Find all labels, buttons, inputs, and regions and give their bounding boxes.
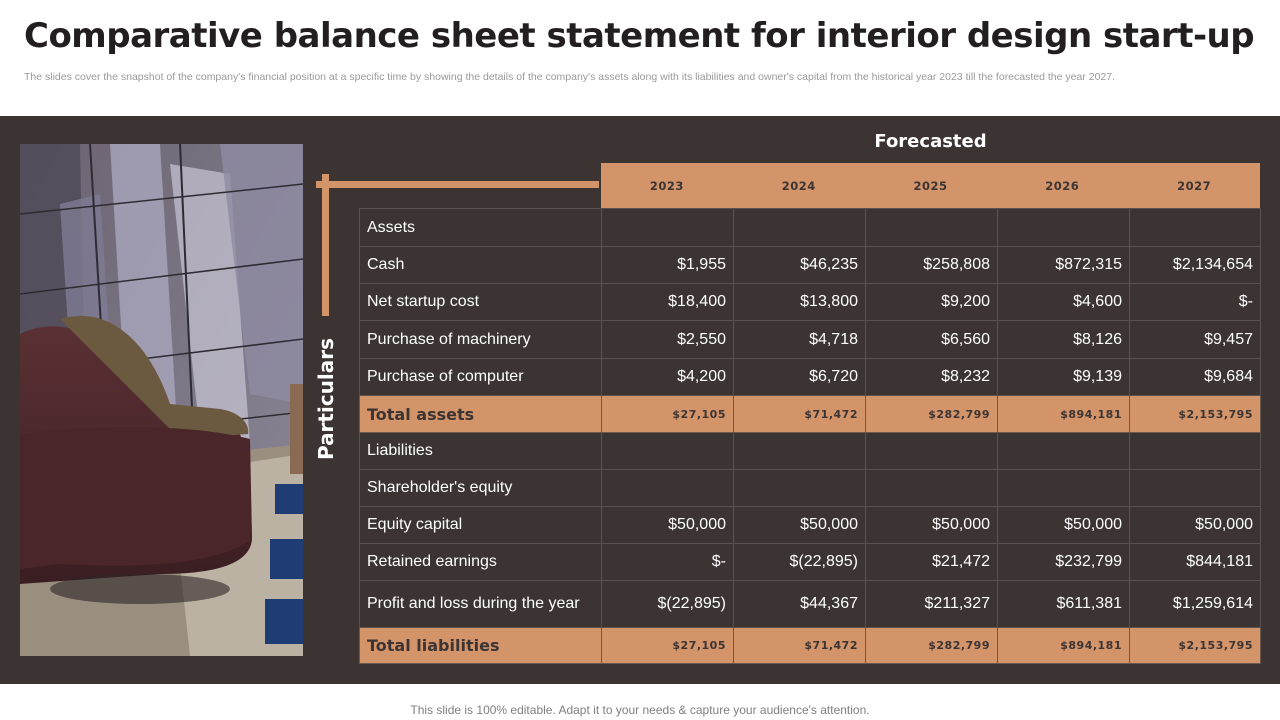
table-row [360, 321, 1261, 359]
page-title: Comparative balance sheet statement for interior design start-up [24, 16, 1255, 56]
row-label: Total assets [360, 396, 602, 433]
value-cell: $50,000 [998, 507, 1130, 544]
row-label: Total liabilities [360, 628, 602, 664]
row-label: Shareholder's equity [360, 470, 602, 507]
value-cell [734, 433, 866, 470]
value-cell [1130, 209, 1261, 247]
value-cell: $46,235 [734, 247, 866, 284]
value-cell [734, 470, 866, 507]
total-row [360, 628, 1261, 664]
table-row [360, 507, 1261, 544]
value-cell: $27,105 [602, 628, 734, 664]
table-row [360, 209, 1261, 247]
value-cell: $9,200 [866, 284, 998, 321]
value-cell: $18,400 [602, 284, 734, 321]
value-cell: $2,153,795 [1130, 396, 1261, 433]
table-row [360, 359, 1261, 396]
value-cell: $894,181 [998, 396, 1130, 433]
value-cell [602, 209, 734, 247]
row-label: Profit and loss during the year [360, 581, 602, 628]
row-label: Purchase of machinery [360, 321, 602, 359]
table-row [360, 544, 1261, 581]
value-cell: $2,153,795 [1130, 628, 1261, 664]
table-row [360, 581, 1261, 628]
value-cell: $4,600 [998, 284, 1130, 321]
table-row [360, 247, 1261, 284]
page-subtitle: The slides cover the snapshot of the company's financial position at a specific time by showing the details of the company's assets along with its liabilities and owner's capital from the historical year 2023 till the forecasted the year 2027. [24, 71, 1116, 83]
value-cell [602, 433, 734, 470]
value-cell: $50,000 [866, 507, 998, 544]
value-cell: $211,327 [866, 581, 998, 628]
row-label: Assets [360, 209, 602, 247]
value-cell [866, 470, 998, 507]
year-header-cell: 2026 [1045, 178, 1080, 193]
table-row [360, 433, 1261, 470]
value-cell: $9,684 [1130, 359, 1261, 396]
total-row [360, 396, 1261, 433]
year-header-cell: 2023 [649, 178, 684, 193]
value-cell: $4,200 [602, 359, 734, 396]
value-cell: $2,550 [602, 321, 734, 359]
value-cell: $50,000 [1130, 507, 1261, 544]
value-cell: $282,799 [866, 396, 998, 433]
value-cell: $27,105 [602, 396, 734, 433]
row-label: Retained earnings [360, 544, 602, 581]
row-label: Equity capital [360, 507, 602, 544]
value-cell: $44,367 [734, 581, 866, 628]
value-cell: $1,955 [602, 247, 734, 284]
value-cell: $611,381 [998, 581, 1130, 628]
value-cell: $844,181 [1130, 544, 1261, 581]
value-cell: $8,232 [866, 359, 998, 396]
footer-note: This slide is 100% editable. Adapt it to your needs & capture your audience's attention. [410, 703, 870, 717]
value-cell: $2,134,654 [1130, 247, 1261, 284]
value-cell: $9,457 [1130, 321, 1261, 359]
value-cell: $- [602, 544, 734, 581]
balance-sheet-table [359, 208, 1261, 664]
year-header-row [601, 163, 1260, 208]
year-header-cell: 2027 [1177, 178, 1212, 193]
value-cell [866, 209, 998, 247]
value-cell: $4,718 [734, 321, 866, 359]
value-cell: $872,315 [998, 247, 1130, 284]
value-cell: $894,181 [998, 628, 1130, 664]
value-cell: $258,808 [866, 247, 998, 284]
table-row [360, 284, 1261, 321]
value-cell: $232,799 [998, 544, 1130, 581]
year-header-cell: 2025 [913, 178, 948, 193]
value-cell: $- [1130, 284, 1261, 321]
particulars-label: Particulars [314, 337, 338, 461]
value-cell: $(22,895) [602, 581, 734, 628]
interior-photo [20, 144, 303, 656]
value-cell [602, 470, 734, 507]
value-cell: $8,126 [998, 321, 1130, 359]
value-cell [734, 209, 866, 247]
row-label: Liabilities [360, 433, 602, 470]
value-cell: $50,000 [734, 507, 866, 544]
value-cell [1130, 433, 1261, 470]
value-cell: $1,259,614 [1130, 581, 1261, 628]
value-cell: $9,139 [998, 359, 1130, 396]
value-cell: $71,472 [734, 628, 866, 664]
value-cell: $6,560 [866, 321, 998, 359]
decorative-horizontal-bar [316, 181, 599, 188]
row-label: Cash [360, 247, 602, 284]
value-cell: $71,472 [734, 396, 866, 433]
row-label: Purchase of computer [360, 359, 602, 396]
value-cell [998, 209, 1130, 247]
value-cell: $(22,895) [734, 544, 866, 581]
value-cell: $282,799 [866, 628, 998, 664]
value-cell [998, 433, 1130, 470]
value-cell [866, 433, 998, 470]
value-cell: $50,000 [602, 507, 734, 544]
value-cell: $21,472 [866, 544, 998, 581]
row-label: Net startup cost [360, 284, 602, 321]
forecasted-heading: Forecasted [874, 131, 987, 152]
value-cell: $13,800 [734, 284, 866, 321]
value-cell [1130, 470, 1261, 507]
decorative-vertical-bar [322, 174, 329, 316]
year-header-cell: 2024 [781, 178, 816, 193]
value-cell: $6,720 [734, 359, 866, 396]
value-cell [998, 470, 1130, 507]
table-row [360, 470, 1261, 507]
